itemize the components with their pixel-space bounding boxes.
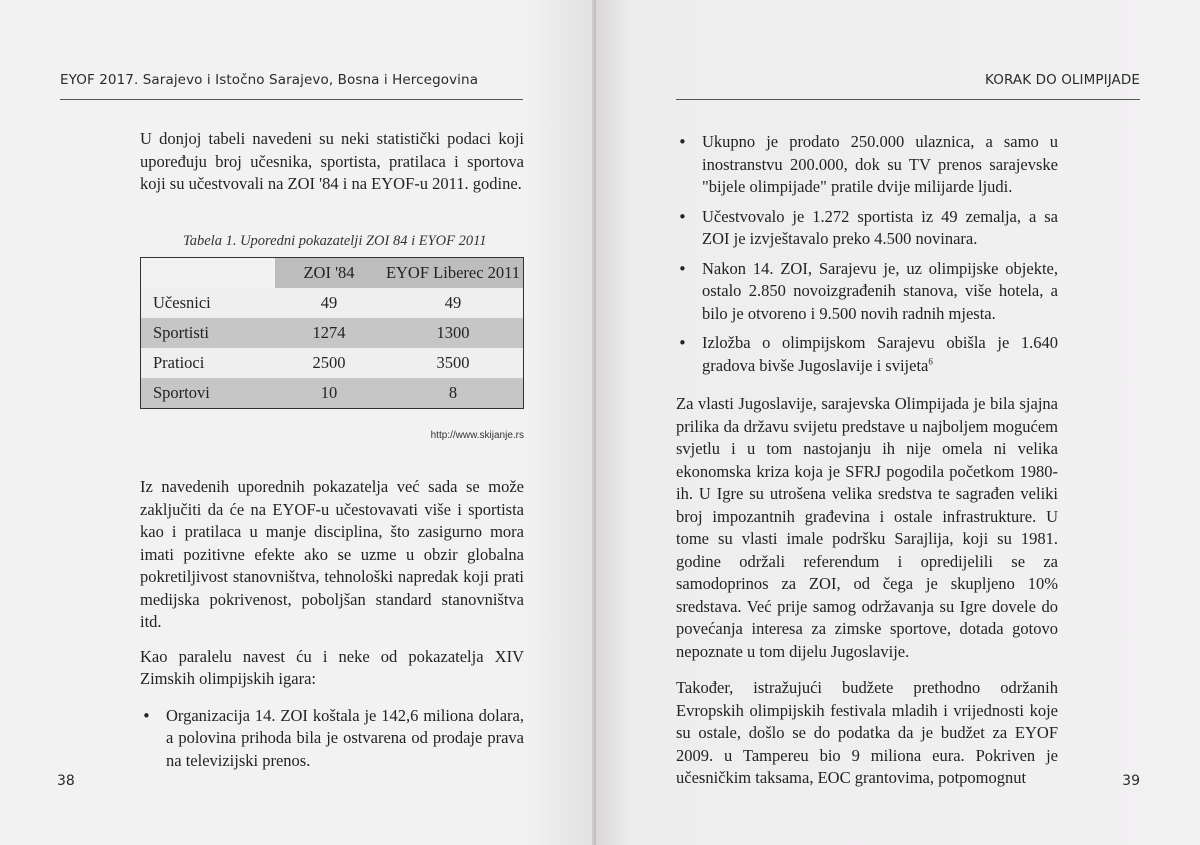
table-row bbox=[141, 378, 524, 409]
bullet-item: • Organizacija 14. ZOI koštala je 142,6 miliona dolara, a polovina prihoda bila je ostvarena od prodaje prava na televizijski prenos. bbox=[140, 705, 524, 773]
table-caption: Tabela 1. Uporedni pokazatelji ZOI 84 i EYOF 2011 bbox=[183, 233, 487, 249]
paragraph: Iz navedenih uporednih pokazatelja već sada se može zaključiti da će na EYOF-u učestovavati više i sportista kao i pratilaca u manje disciplina, što zasigurno mora imati pozitivne efekte ako se uzme u obzir globalna pokretiljivost stanovništva, tehnološki napredak koji prati medijska pokrivenost, poboljšan standard stanovništva itd. bbox=[140, 477, 524, 631]
bullet-text: Izložba o olimpijskom Sarajevu obišla je 1.640 gradova bivše Jugoslavije i svijeta bbox=[702, 333, 1058, 375]
table-row bbox=[141, 288, 524, 318]
body-text-left bbox=[140, 476, 524, 777]
header-rule-left bbox=[60, 99, 523, 100]
bullet-list-left bbox=[140, 705, 524, 773]
bullet-item: • Ukupno je prodato 250.000 ulaznica, a samo u inostranstvu 200.000, dok su TV prenos sarajevske "bijele olimpijade" pratile dvije milijarde ljudi. bbox=[676, 131, 1058, 199]
paragraph: Također, istražujući budžete prethodno održanih Evropskih olimpijskih festivala mladih i vrijednosti koje su ostale, došlo se do podatka da je budžet za EYOF 2009. u Tampereu bio 9 miliona eura. Pokriven je učesničkim taksama, EOC grantovima, potpomognut bbox=[676, 678, 1058, 787]
row-label: Učesnici bbox=[141, 288, 276, 318]
bullet-list-right bbox=[676, 131, 1058, 377]
paragraph: Kao paralelu navest ću i neke od pokazatelja XIV Zimskih olimpijskih igara: bbox=[140, 646, 524, 688]
row-label: Pratioci bbox=[141, 348, 276, 378]
comparison-table bbox=[140, 257, 524, 409]
cell-eyof2011: 3500 bbox=[383, 348, 524, 378]
row-label: Sportisti bbox=[141, 318, 276, 348]
header-rule-right bbox=[676, 99, 1140, 100]
left-page bbox=[0, 0, 596, 845]
bullet-item: • Učestvovalo je 1.272 sportista iz 49 zemalja, a sa ZOI je izvještavalo preko 4.500 novinara. bbox=[676, 206, 1058, 251]
footnote-reference[interactable]: 6 bbox=[928, 356, 933, 366]
cell-zoi84: 10 bbox=[275, 378, 383, 409]
table-row bbox=[141, 318, 524, 348]
cell-eyof2011: 1300 bbox=[383, 318, 524, 348]
cell-zoi84: 49 bbox=[275, 288, 383, 318]
intro-text: U donjoj tabeli navedeni su neki statistički podaci koji upoređuju broj učesnika, sportista, pratilaca i sportova koji su učestvovali na ZOI '84 i na EYOF-u 2011. godine. bbox=[140, 129, 524, 193]
column-header-zoi84: ZOI '84 bbox=[275, 258, 383, 289]
running-head-left: EYOF 2017. Sarajevo i Istočno Sarajevo, Bosna i Hercegovina bbox=[60, 72, 479, 88]
bullet-item: • Nakon 14. ZOI, Sarajevu je, uz olimpijske objekte, ostalo 2.850 novoizgrađenih stanova, više hotela, a bilo je otvoreno i 9.500 novih radnih mjesta. bbox=[676, 258, 1058, 326]
running-head-right: KORAK DO OLIMPIJADE bbox=[985, 72, 1140, 88]
page-number-left: 38 bbox=[57, 773, 75, 789]
table-row bbox=[141, 348, 524, 378]
bullet-item bbox=[676, 332, 1058, 377]
table-source: http://www.skijanje.rs bbox=[430, 430, 524, 441]
column-header-eyof2011: EYOF Liberec 2011 bbox=[383, 258, 524, 289]
page-number-right: 39 bbox=[1122, 773, 1140, 789]
body-text-right bbox=[676, 131, 1058, 804]
paragraph: Za vlasti Jugoslavije, sarajevska Olimpijada je bila sjajna prilika da državu svijetu predstave u najboljem mogućem svjetlu i u tom nastojanju ih nije omela ni velika ekonomska kriza koja je SFRJ pogodila početkom 1980-ih. U Igre su utrošena velika sredstva te sagrađen veliki broj impozantnih građevina i ostale infrastrukture. U tome su vlasti imale podršku Sarajlija, koji su 1981. godine održali referendum i opredijelili se za samodoprinos za ZOI, od čega je skupljeno 10% sredstava. Već prije samog održavanja su Igre dovele do povećanja interesa za zimske sportove, dotada gotovo nepoznate u tom dijelu Jugoslavije. bbox=[676, 394, 1058, 661]
cell-zoi84: 1274 bbox=[275, 318, 383, 348]
intro-paragraph bbox=[140, 128, 524, 210]
table-corner-cell bbox=[141, 258, 276, 289]
cell-zoi84: 2500 bbox=[275, 348, 383, 378]
row-label: Sportovi bbox=[141, 378, 276, 409]
cell-eyof2011: 49 bbox=[383, 288, 524, 318]
table-header-row bbox=[141, 258, 524, 289]
cell-eyof2011: 8 bbox=[383, 378, 524, 409]
